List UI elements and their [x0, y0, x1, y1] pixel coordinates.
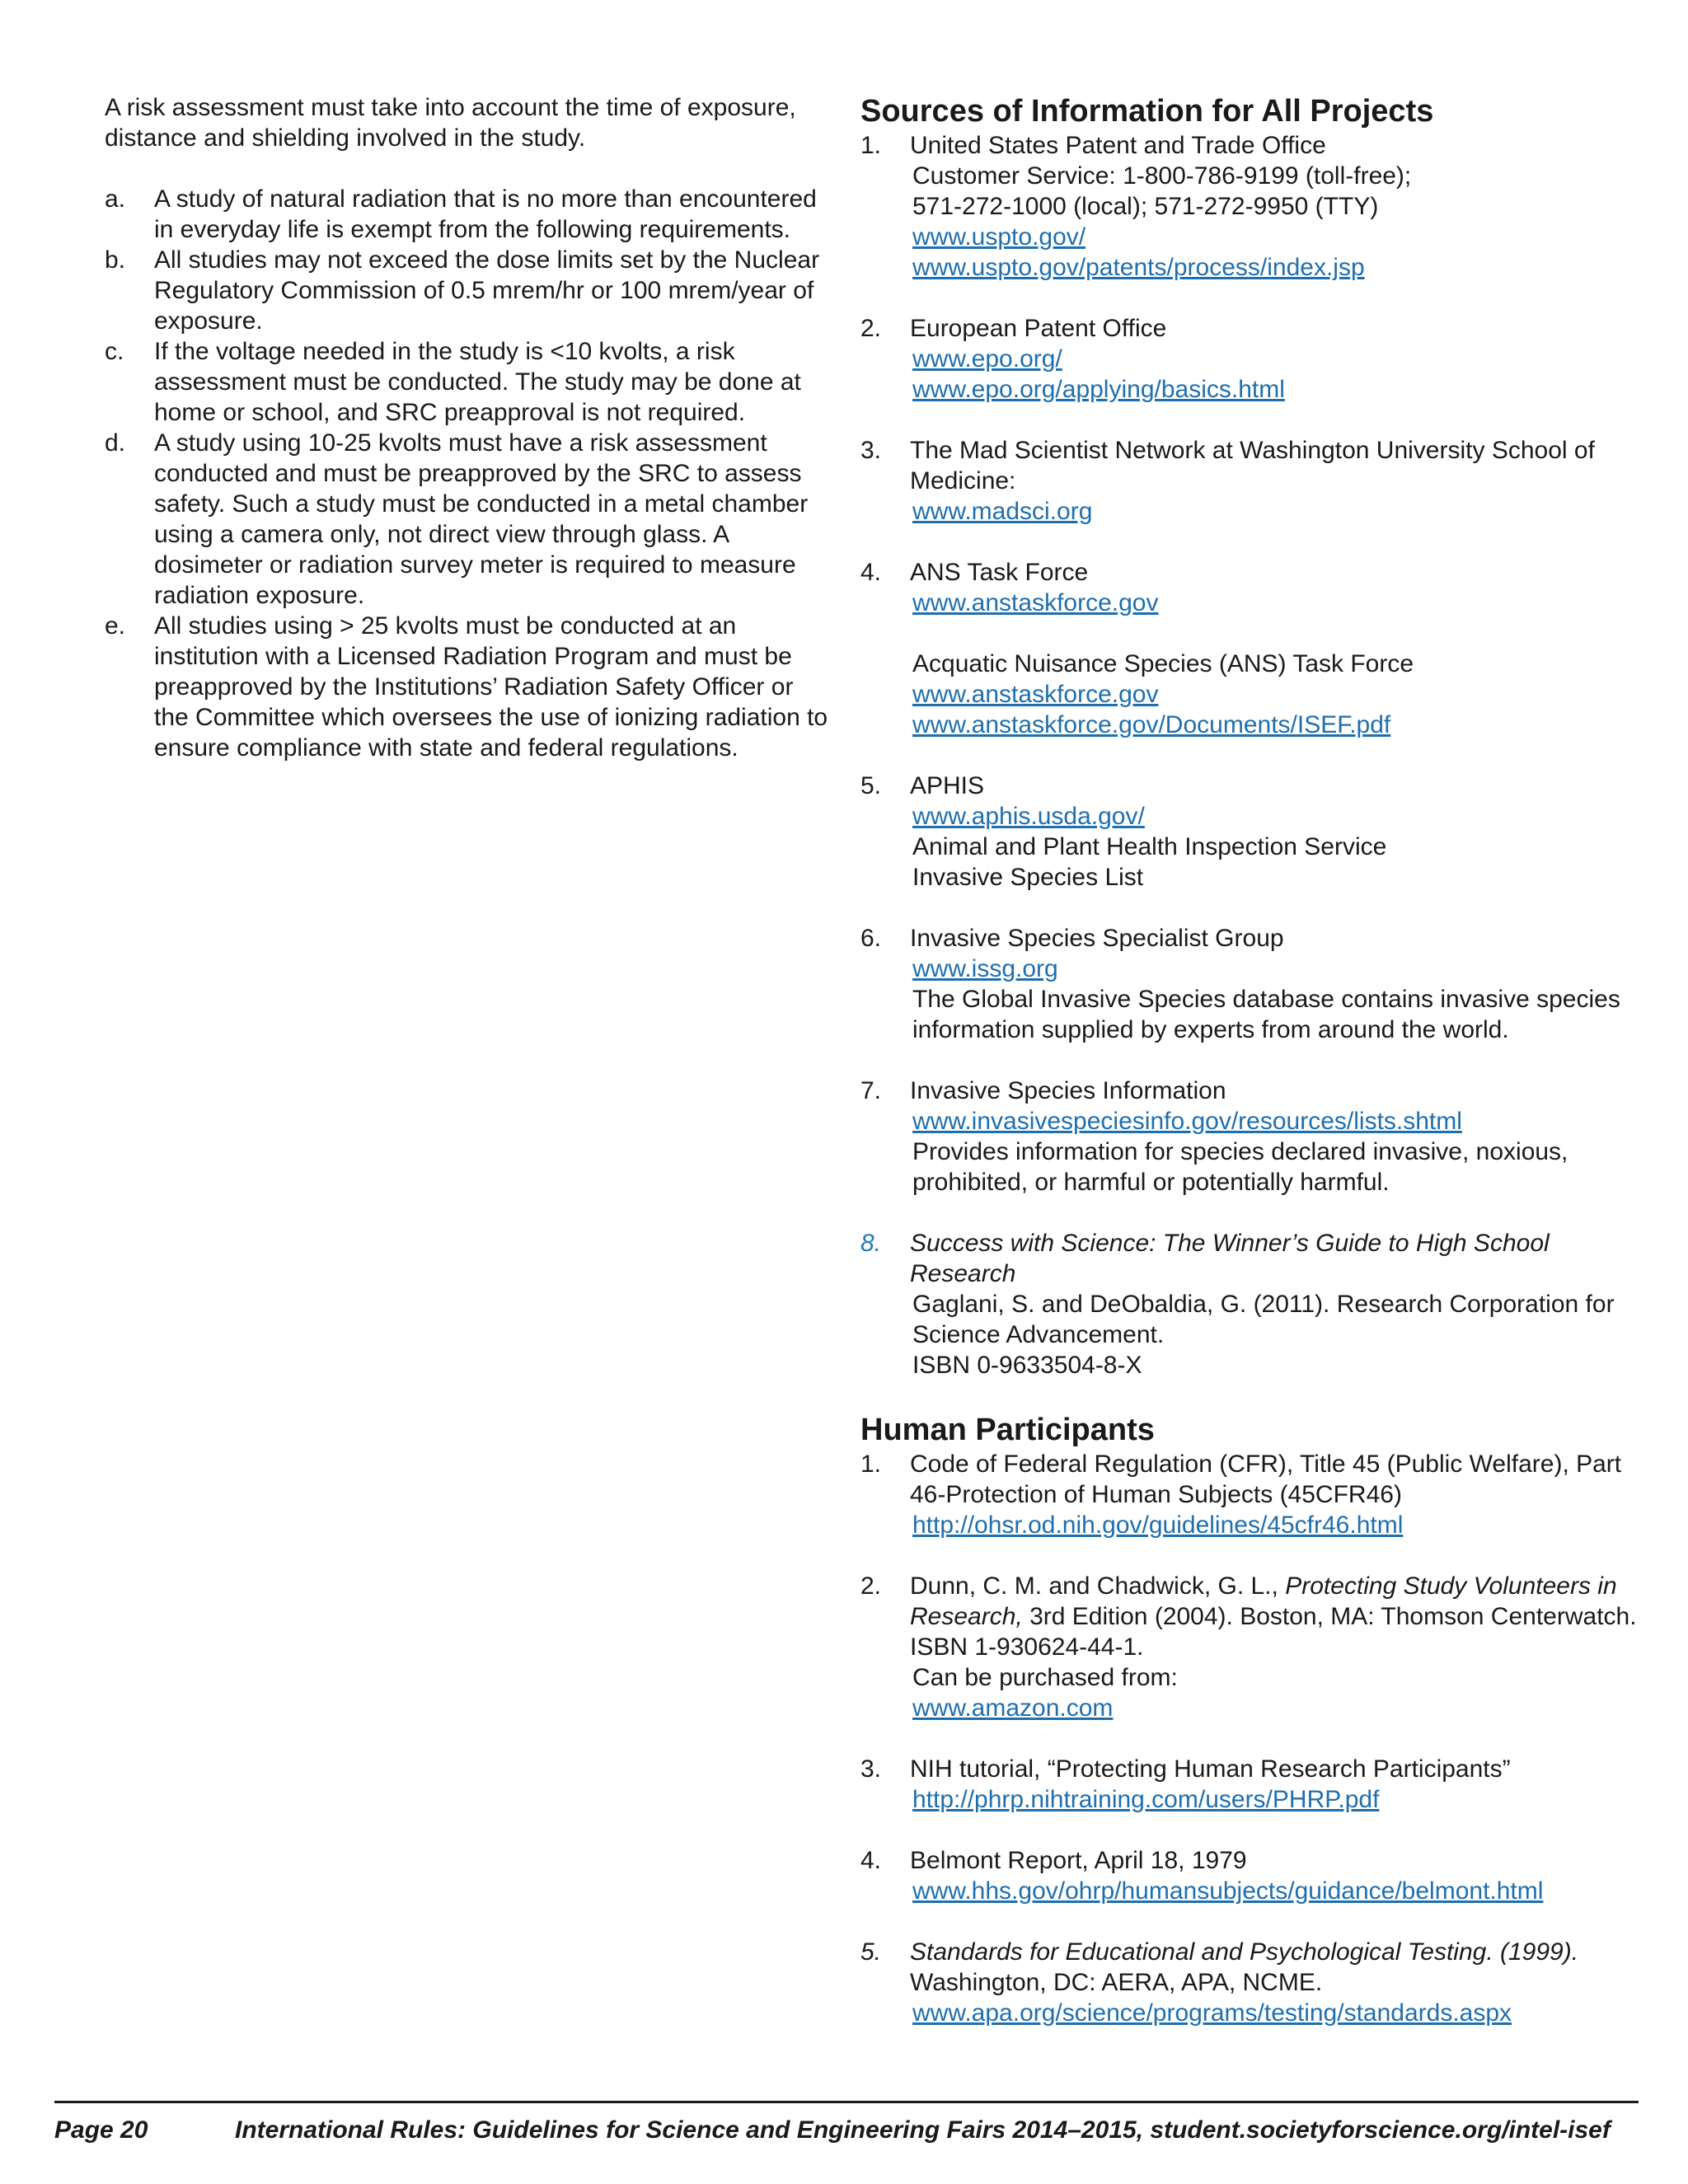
source-item-book — [860, 1228, 1652, 1380]
source-item-uspto — [860, 130, 1652, 283]
list-item — [105, 184, 830, 245]
item-number: 5. — [860, 772, 882, 799]
item-number: 6. — [860, 925, 882, 952]
list-item — [105, 611, 830, 763]
source-item-issg — [860, 923, 1652, 1045]
list-marker: a. — [105, 185, 126, 213]
footer-title: International Rules: Guidelines for Science and Engineering Fairs 2014–2015, student.societyforscience.org/intel-isef — [235, 2116, 1611, 2144]
source-link[interactable]: www.invasivespeciesinfo.gov/resources/lists.shtml — [912, 1108, 1462, 1135]
radiation-requirements-list — [105, 184, 830, 763]
source-title: ANS Task Force — [910, 559, 1089, 586]
list-item-text: All studies using > 25 kvolts must be conducted at an institution with a Licensed Radiation Program and must be preapproved by the Institutions’ Radiation Safety Officer or the Committee which oversees the use of ionizing radiation to ensure compliance with state and federal regulations. — [154, 612, 828, 762]
source-item-epo — [860, 313, 1652, 405]
source-title: Standards for Educational and Psychological Testing. (1999). — [910, 1938, 1579, 1966]
item-number: 4. — [860, 1847, 882, 1874]
item-number: 4. — [860, 559, 882, 586]
list-item-text: A study using 10-25 kvolts must have a risk assessment conducted and must be preapproved by the SRC to assess safety. Such a study must be conducted in a metal chamber using a camera only, not direct view through glass. A dosimeter or radiation survey meter is required to measure radiation exposure. — [154, 429, 809, 609]
human-item-nih — [860, 1754, 1652, 1815]
source-title: Success with Science: The Winner’s Guide to High School Research — [910, 1230, 1550, 1287]
source-title: NIH tutorial, “Protecting Human Research Participants” — [910, 1755, 1511, 1783]
list-marker: c. — [105, 338, 124, 365]
source-link[interactable]: www.epo.org/ — [912, 345, 1062, 373]
source-link[interactable]: www.epo.org/applying/basics.html — [912, 376, 1285, 403]
source-title: APHIS — [910, 772, 985, 799]
human-participants-list — [860, 1449, 1652, 2028]
left-column — [105, 92, 830, 763]
source-link[interactable]: www.issg.org — [912, 955, 1058, 982]
item-number: 1. — [860, 132, 882, 159]
human-participants-heading: Human Participants — [860, 1413, 1155, 1447]
source-detail: The Global Invasive Species database contains invasive species information supplied by experts from around the world. — [912, 986, 1620, 1043]
source-item-invasive-info — [860, 1076, 1652, 1197]
source-link[interactable]: www.anstaskforce.gov/Documents/ISEF.pdf — [912, 711, 1391, 738]
source-detail: Invasive Species List — [912, 864, 1144, 891]
source-title: Belmont Report, April 18, 1979 — [910, 1847, 1247, 1874]
item-number: 3. — [860, 437, 882, 464]
right-column — [860, 92, 1652, 2059]
source-detail: Animal and Plant Health Inspection Service — [912, 833, 1387, 860]
list-item — [105, 428, 830, 611]
human-item-dunn — [860, 1571, 1652, 1723]
list-marker: e. — [105, 612, 126, 640]
source-link[interactable]: www.uspto.gov/patents/process/index.jsp — [912, 254, 1365, 281]
intro-paragraph: A risk assessment must take into account the time of exposure, distance and shielding involved in the study. — [105, 94, 796, 152]
source-link[interactable]: www.amazon.com — [912, 1694, 1114, 1722]
source-link[interactable]: www.uspto.gov/ — [912, 223, 1086, 251]
list-item-text: A study of natural radiation that is no more than encountered in everyday life is exempt from the following requirements. — [154, 185, 817, 243]
list-item — [105, 245, 830, 336]
source-detail: 571-272-1000 (local); 571-272-9950 (TTY) — [912, 193, 1379, 220]
page-footer — [54, 2115, 1639, 2146]
item-number: 5. — [860, 1938, 882, 1966]
citation-details: 3rd Edition (2004). Boston, MA: Thomson Centerwatch. ISBN 1-930624-44-1. — [910, 1603, 1637, 1661]
source-link[interactable]: www.aphis.usda.gov/ — [912, 803, 1145, 830]
spacer — [910, 618, 1652, 649]
item-number: 2. — [860, 315, 882, 342]
source-title: Invasive Species Information — [910, 1077, 1226, 1104]
source-item-madsci — [860, 435, 1652, 527]
source-item-ans — [860, 557, 1652, 740]
source-title: European Patent Office — [910, 315, 1167, 342]
source-link[interactable]: www.hhs.gov/ohrp/humansubjects/guidance/belmont.html — [912, 1877, 1544, 1905]
source-subtitle: Acquatic Nuisance Species (ANS) Task Force — [912, 650, 1414, 677]
source-link[interactable]: http://ohsr.od.nih.gov/guidelines/45cfr46.html — [912, 1511, 1404, 1539]
sources-list — [860, 130, 1652, 1380]
list-marker: d. — [105, 429, 126, 457]
human-item-cfr — [860, 1449, 1652, 1540]
list-item-text: If the voltage needed in the study is <10 kvolts, a risk assessment must be conducted. The study may be done at home or school, and SRC preapproval is not required. — [154, 338, 801, 426]
source-link[interactable]: www.madsci.org — [912, 498, 1093, 525]
list-marker: b. — [105, 246, 126, 274]
source-title: Invasive Species Specialist Group — [910, 925, 1284, 952]
source-detail: ISBN 0-9633504-8-X — [912, 1352, 1142, 1379]
source-title: United States Patent and Trade Office — [910, 132, 1326, 159]
human-item-belmont — [860, 1845, 1652, 1906]
citation — [910, 1571, 1652, 1662]
source-detail: Customer Service: 1-800-786-9199 (toll-free); — [912, 162, 1412, 190]
source-link[interactable]: www.anstaskforce.gov — [912, 681, 1159, 708]
page-number: Page 20 — [54, 2116, 148, 2144]
list-item-text: All studies may not exceed the dose limits set by the Nuclear Regulatory Commission of 0.5 mrem/hr or 100 mrem/year of exposure. — [154, 246, 820, 335]
source-detail: Gaglani, S. and DeObaldia, G. (2011). Research Corporation for Science Advancement. — [912, 1291, 1615, 1348]
source-title: Code of Federal Regulation (CFR), Title 45 (Public Welfare), Part 46-Protection of Human Subjects (45CFR46) — [910, 1451, 1622, 1508]
source-title: The Mad Scientist Network at Washington University School of Medicine: — [910, 437, 1595, 494]
source-detail: Can be purchased from: — [912, 1664, 1178, 1691]
human-item-standards — [860, 1937, 1652, 2028]
source-detail: Washington, DC: AERA, APA, NCME. — [910, 1969, 1323, 1996]
source-detail: Provides information for species declared invasive, noxious, prohibited, or harmful or potentially harmful. — [912, 1138, 1568, 1196]
item-number: 3. — [860, 1755, 882, 1783]
item-number: 1. — [860, 1451, 882, 1478]
item-number: 2. — [860, 1572, 882, 1600]
source-link[interactable]: www.apa.org/science/programs/testing/standards.aspx — [912, 1999, 1512, 2027]
sources-heading: Sources of Information for All Projects — [860, 94, 1434, 129]
item-number: 8. — [860, 1230, 882, 1257]
source-item-aphis — [860, 771, 1652, 893]
citation-authors: Dunn, C. M. and Chadwick, G. L., — [910, 1572, 1286, 1600]
item-number: 7. — [860, 1077, 882, 1104]
list-item — [105, 336, 830, 428]
source-link[interactable]: http://phrp.nihtraining.com/users/PHRP.pdf — [912, 1786, 1380, 1813]
citation-title: Protecting Study Volunteers in Research, — [910, 1572, 1617, 1630]
source-link[interactable]: www.anstaskforce.gov — [912, 589, 1159, 616]
footer-divider — [54, 2101, 1639, 2103]
